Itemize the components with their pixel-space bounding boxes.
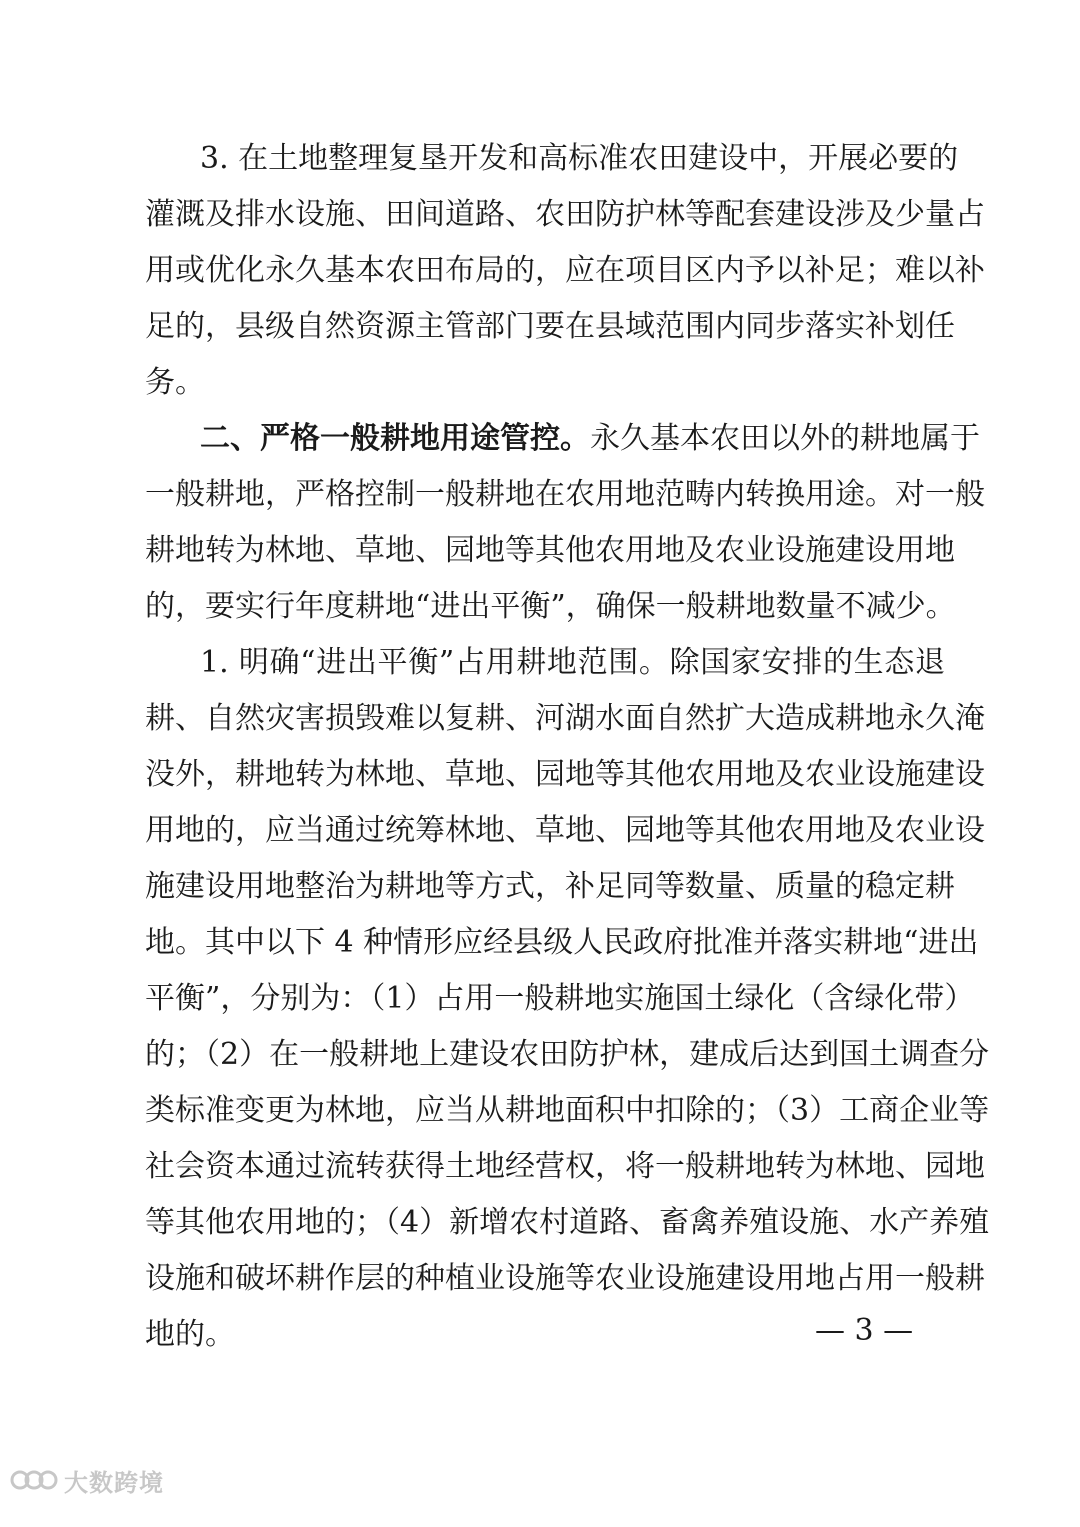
paragraph-3-line-1: 3. 在土地整理复垦开发和高标准农田建设中，开展必要的 <box>200 141 959 176</box>
paragraph-1-line-1: 1. 明确“进出平衡”占用耕地范围。除国家安排的生态退 <box>200 645 945 680</box>
section-2-line-1: 一般耕地，严格控制一般耕地在农用地范畴内转换用途。对一般 <box>145 477 985 512</box>
paragraph-1-line-4: 用地的，应当通过统筹林地、草地、园地等其他农用地及农业设 <box>145 813 985 848</box>
paragraph-1-line-5: 施建设用地整治为耕地等方式，补足同等数量、质量的稳定耕 <box>145 869 955 904</box>
section-2-heading-line <box>200 421 980 457</box>
paragraph-1-line-13: 地的。 <box>145 1317 235 1352</box>
paragraph-1-line-10: 社会资本通过流转获得土地经营权，将一般耕地转为林地、园地 <box>145 1149 985 1184</box>
section-2-heading: 二、严格一般耕地用途管控。 <box>200 421 590 456</box>
paragraph-3-line-3: 用或优化永久基本农田布局的，应在项目区内予以补足；难以补 <box>145 253 985 288</box>
paragraph-3-line-4: 足的，县级自然资源主管部门要在县域范围内同步落实补划任 <box>145 309 955 344</box>
paragraph-1-line-3: 没外，耕地转为林地、草地、园地等其他农用地及农业设施建设 <box>145 757 985 792</box>
paragraph-1-line-2: 耕、自然灾害损毁难以复耕、河湖水面自然扩大造成耕地永久淹 <box>145 701 985 736</box>
page-number: — 3 — <box>815 1313 914 1348</box>
paragraph-3-line-5: 务。 <box>145 365 205 400</box>
section-2-heading-rest: 永久基本农田以外的耕地属于 <box>590 421 980 456</box>
paragraph-3-line-2: 灌溉及排水设施、田间道路、农田防护林等配套建设涉及少量占 <box>145 197 985 232</box>
paragraph-1-line-8: 的；（2）在一般耕地上建设农田防护林，建成后达到国土调查分 <box>145 1037 990 1072</box>
paragraph-1-line-7: 平衡”，分别为：（1）占用一般耕地实施国土绿化（含绿化带） <box>145 981 975 1016</box>
paragraph-1-line-12: 设施和破坏耕作层的种植业设施等农业设施建设用地占用一般耕 <box>145 1261 985 1296</box>
section-2-line-3: 的，要实行年度耕地“进出平衡”，确保一般耕地数量不减少。 <box>145 589 956 624</box>
paragraph-1-line-11: 等其他农用地的；（4）新增农村道路、畜禽养殖设施、水产养殖 <box>145 1205 990 1240</box>
paragraph-1-line-6: 地。其中以下 4 种情形应经县级人民政府批准并落实耕地“进出 <box>145 925 979 960</box>
brand-logo-icon <box>10 1465 58 1495</box>
watermark-text: 大数跨境 <box>64 1468 164 1497</box>
watermark <box>10 1462 164 1498</box>
section-2-line-2: 耕地转为林地、草地、园地等其他农用地及农业设施建设用地 <box>145 533 955 568</box>
paragraph-1-line-9: 类标准变更为林地，应当从耕地面积中扣除的；（3）工商企业等 <box>145 1093 990 1128</box>
